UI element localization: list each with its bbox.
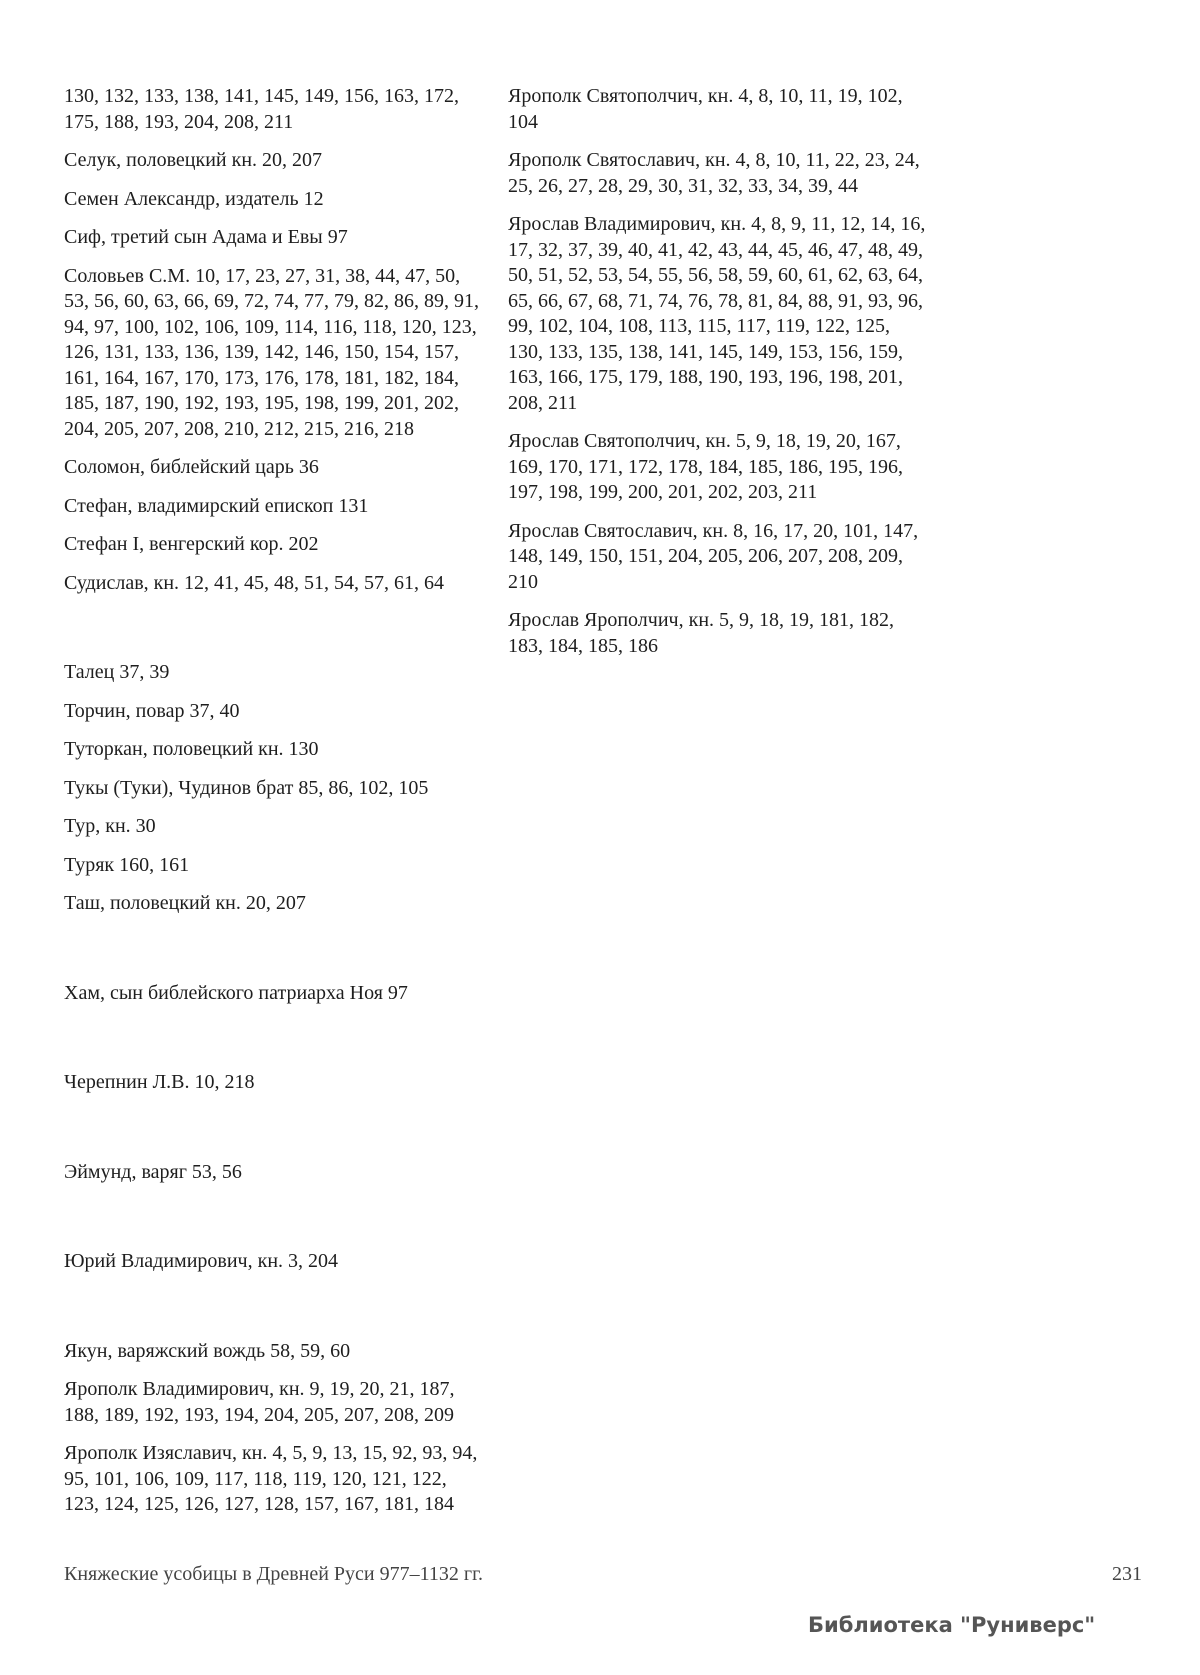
- index-entry: Ярополк Изяславич, кн. 4, 5, 9, 13, 15, 92, 93, 94, 95, 101, 106, 109, 117, 118, 119, 120, 121, 122, 123, 124, 125, 126, 127, 128, 157, 167, 181, 184: [64, 1442, 478, 1515]
- letter-group-gap: [64, 609, 484, 660]
- index-entry: Хам, сын библейского патриарха Ноя 97: [64, 981, 408, 1004]
- index-entry: Ярослав Ярополчич, кн. 5, 9, 18, 19, 181, 182, 183, 184, 185, 186: [508, 609, 895, 657]
- index-entry: Тукы (Туки), Чудинов брат 85, 86, 102, 105: [64, 776, 429, 799]
- index-entry: Туряк 160, 161: [64, 853, 190, 876]
- index-entry: Талец 37, 39: [64, 661, 170, 683]
- index-entry: Ярополк Святославич, кн. 4, 8, 10, 11, 22, 23, 24, 25, 26, 27, 28, 29, 30, 31, 32, 33, 34, 39, 44: [508, 149, 920, 197]
- page-number: 231: [1112, 1563, 1142, 1585]
- index-entry: Стефан, владимирский епископ 131: [64, 494, 369, 517]
- index-entry: Юрий Владимирович, кн. 3, 204: [64, 1250, 339, 1272]
- index-entry: Соломон, библейский царь 36: [64, 456, 319, 478]
- letter-group-gap: [64, 930, 484, 981]
- running-footer-title: Княжеские усобицы в Древней Руси 977–1132 гг.: [64, 1563, 484, 1585]
- index-entry: Ярослав Святополчич, кн. 5, 9, 18, 19, 20, 167, 169, 170, 171, 172, 178, 184, 185, 186, 195, 196, 197, 198, 199, 200, 201, 202, 203, 211: [508, 430, 903, 503]
- index-entry: Эймунд, варяг 53, 56: [64, 1160, 242, 1183]
- index-entry: Тур, кн. 30: [64, 815, 156, 837]
- index-entry: Ярослав Владимирович, кн. 4, 8, 9, 11, 12, 14, 16, 17, 32, 37, 39, 40, 41, 42, 43, 44, 45, 46, 47, 48, 49, 50, 51, 52, 53, 54, 55, 56, 58, 59, 60, 61, 62, 63, 64, 65, 66, 67, 68, 71, 74, 76, 78, 81, 84, 88, 91, 93, 96, 99, 102, 104, 108, 113, 115, 117, 119, 122, 125, 130, 133, 135, 138, 141, 145, 149, 153, 156, 159, 163, 166, 175, 179, 188, 190, 193, 196, 198, 201, 208, 211: [508, 213, 926, 414]
- index-entry: Ярослав Святославич, кн. 8, 16, 17, 20, 101, 147, 148, 149, 150, 151, 204, 205, 206, 207, 208, 209, 210: [508, 519, 919, 593]
- index-entry: Ярополк Святополчич, кн. 4, 8, 10, 11, 19, 102, 104: [508, 85, 903, 133]
- index-entry: Ярополк Владимирович, кн. 9, 19, 20, 21, 187, 188, 189, 192, 193, 194, 204, 205, 207, 208, 209: [64, 1378, 455, 1426]
- index-entry: Торчин, повар 37, 40: [64, 699, 240, 722]
- index-entry: Таш, половецкий кн. 20, 207: [64, 892, 306, 914]
- library-watermark: Библиотека "Руниверс": [808, 1613, 1096, 1637]
- letter-group-gap: [64, 1288, 484, 1339]
- index-entry: Якун, варяжский вождь 58, 59, 60: [64, 1339, 351, 1362]
- index-column-left: [64, 84, 484, 1531]
- index-entry: Черепнин Л.В. 10, 218: [64, 1071, 255, 1093]
- index-entry: Соловьев С.М. 10, 17, 23, 27, 31, 38, 44, 47, 50, 53, 56, 60, 63, 66, 69, 72, 74, 77, 79, 82, 86, 89, 91, 94, 97, 100, 102, 106, 109, 114, 116, 118, 120, 123, 126, 131, 133, 136, 139, 142, 146, 150, 154, 157, 161, 164, 167, 170, 173, 176, 178, 181, 182, 184, 185, 187, 190, 192, 193, 195, 198, 199, 201, 202, 204, 205, 207, 208, 210, 212, 215, 216, 218: [64, 264, 479, 440]
- letter-group-gap: [64, 1019, 484, 1070]
- letter-group-gap: [64, 1109, 484, 1160]
- index-column-right: [508, 84, 928, 672]
- index-entry: Сиф, третий сын Адама и Евы 97: [64, 226, 348, 248]
- letter-group-gap: [64, 1198, 484, 1249]
- index-entry: 130, 132, 133, 138, 141, 145, 149, 156, 163, 172, 175, 188, 193, 204, 208, 211: [64, 85, 459, 133]
- index-entry: Селук, половецкий кн. 20, 207: [64, 149, 323, 171]
- index-entry: Семен Александр, издатель 12: [64, 187, 324, 210]
- index-entry: Туторкан, половецкий кн. 130: [64, 738, 319, 760]
- index-entry: Стефан I, венгерский кор. 202: [64, 533, 319, 555]
- index-entry: Судислав, кн. 12, 41, 45, 48, 51, 54, 57, 61, 64: [64, 571, 445, 594]
